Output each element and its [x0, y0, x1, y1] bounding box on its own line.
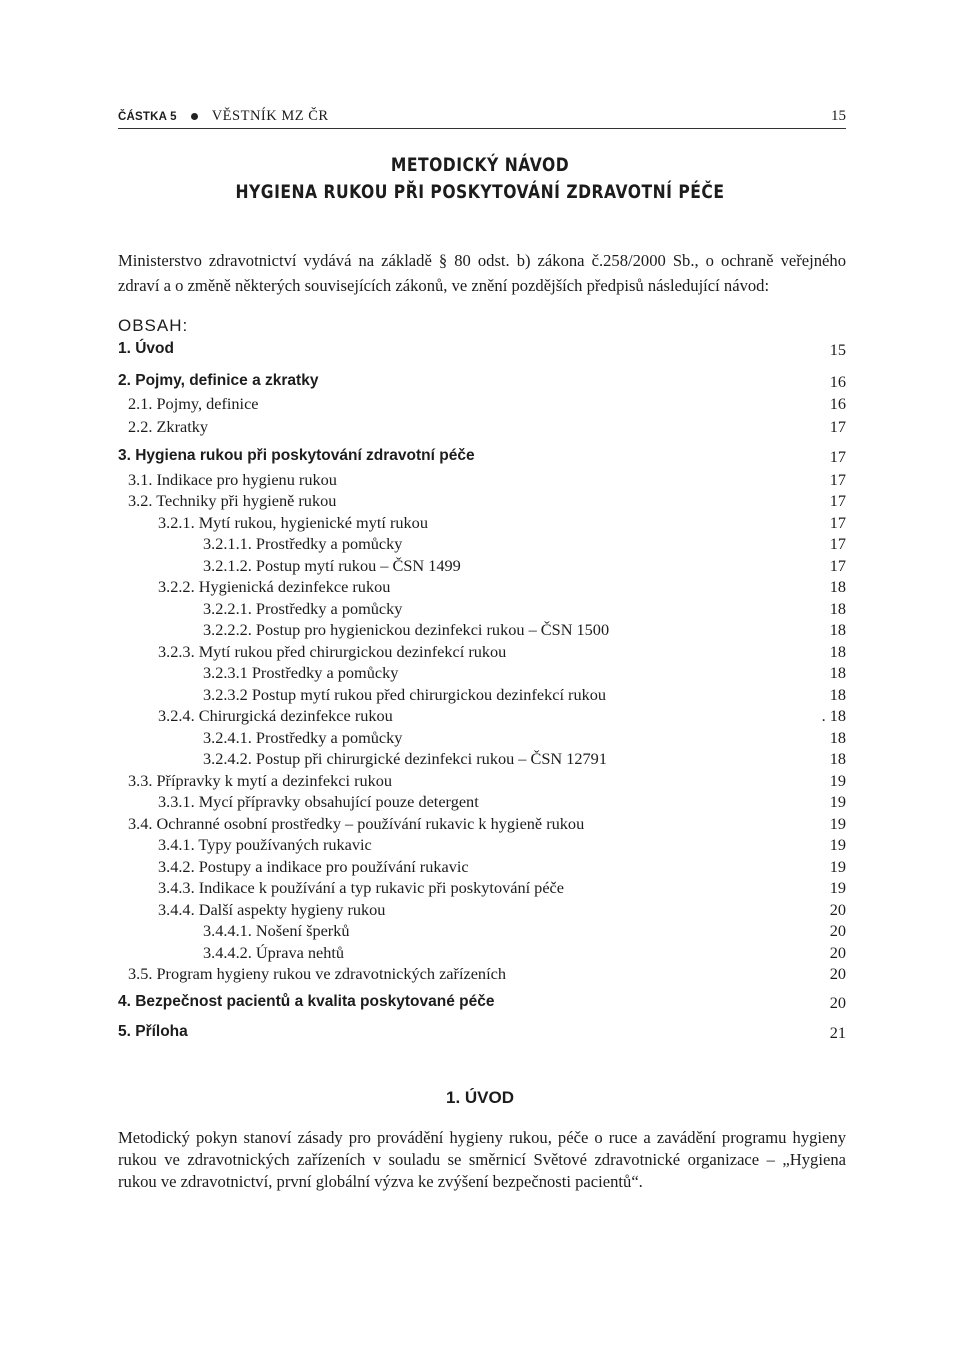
- toc-entry-3-2-2[interactable]: [118, 577, 846, 599]
- page-number: 15: [831, 108, 846, 124]
- toc-entry-3-4-4-1[interactable]: [118, 921, 846, 943]
- toc-entry-3-1[interactable]: [118, 470, 846, 492]
- toc-entry-1[interactable]: [118, 340, 846, 362]
- toc-entry-page: 19: [829, 771, 846, 790]
- toc-entry-page: . 18: [821, 706, 846, 725]
- toc-entry-label: 3.5. Program hygieny rukou ve zdravotnických zařízeních: [128, 964, 506, 983]
- toc-entry-label: 2. Pojmy, definice a zkratky: [118, 372, 319, 389]
- toc-entry-3-2-4[interactable]: [118, 706, 846, 728]
- toc-entry-label: 3.1. Indikace pro hygienu rukou: [128, 470, 337, 489]
- toc-entry-page: 18: [829, 577, 846, 596]
- toc-entry-label: 3.2.1. Mytí rukou, hygienické mytí rukou: [158, 513, 428, 532]
- toc-entry-label: 3.4.4.2. Úprava nehtů: [203, 943, 345, 962]
- intro-paragraph: Ministerstvo zdravotnictví vydává na základě § 80 odst. b) zákona č.258/2000 Sb., o ochraně veřejného zdraví a o změně některých souvisejících zákonů, ve znění pozdějších předpisů následující návod:: [118, 251, 846, 295]
- toc-entry-label: 3.2.1.2. Postup mytí rukou – ČSN 1499: [203, 556, 461, 575]
- document-subtitle: HYGIENA RUKOU PŘI POSKYTOVÁNÍ ZDRAVOTNÍ PÉČE: [235, 181, 725, 203]
- toc-entry-3-4-3[interactable]: [118, 878, 846, 900]
- toc-entry-label: 3.2.1.1. Prostředky a pomůcky: [203, 534, 403, 553]
- toc-entry-label: 3.2.3.2 Postup mytí rukou před chirurgickou dezinfekcí rukou: [203, 685, 607, 704]
- toc-entry-3-2-3-1[interactable]: [118, 663, 846, 685]
- toc-entry-page: 17: [829, 556, 846, 575]
- toc-entry-3-4-4[interactable]: [118, 900, 846, 922]
- toc-entry-label: 3.4.4.1. Nošení šperků: [203, 921, 350, 940]
- toc-entry-page: 17: [829, 513, 846, 532]
- toc-entry-3-3[interactable]: [118, 771, 846, 793]
- toc-entry-label: 3.2.2. Hygienická dezinfekce rukou: [158, 577, 391, 596]
- toc-entry-page: 19: [829, 814, 846, 833]
- toc-entry-3[interactable]: [118, 447, 846, 469]
- toc-entry-page: 20: [829, 900, 846, 919]
- toc-entry-2-1[interactable]: [118, 394, 846, 416]
- toc-entry-page: 17: [829, 417, 846, 436]
- toc-entry-page: 20: [829, 993, 846, 1012]
- toc-entry-3-2-2-2[interactable]: [118, 620, 846, 642]
- toc-entry-page: 19: [829, 878, 846, 897]
- toc-entry-page: 21: [829, 1023, 846, 1042]
- toc-entry-page: 17: [829, 491, 846, 510]
- toc-entry-3-2-1-1[interactable]: [118, 534, 846, 556]
- toc-entry-page: 18: [829, 663, 846, 682]
- toc-entry-3-2-2-1[interactable]: [118, 599, 846, 621]
- toc-entry-page: 18: [829, 728, 846, 747]
- toc-entry-page: 18: [829, 749, 846, 768]
- toc-entry-page: 20: [829, 921, 846, 940]
- toc-entry-label: 3.4.1. Typy používaných rukavic: [158, 835, 372, 854]
- toc-entry-label: 3.4.3. Indikace k používání a typ rukavic při poskytování péče: [158, 878, 565, 897]
- header-left: [118, 108, 329, 125]
- toc-entry-3-2-3[interactable]: [118, 642, 846, 664]
- toc-entry-3-4-1[interactable]: [118, 835, 846, 857]
- toc-entry-page: 20: [829, 964, 846, 983]
- toc-entry-3-2-4-1[interactable]: [118, 728, 846, 750]
- issue-label: ČÁSTKA 5: [118, 111, 177, 123]
- toc-entry-label: 3.3. Přípravky k mytí a dezinfekci rukou: [128, 771, 393, 790]
- toc-entry-page: 18: [829, 685, 846, 704]
- toc-entry-5[interactable]: [118, 1023, 846, 1045]
- section-paragraph: Metodický pokyn stanoví zásady pro provádění hygieny rukou, péče o ruce a zavádění programu hygieny rukou ve zdravotnických zařízeních v souladu se směrnicí Světové zdravotnické organizace – „Hygiena rukou ve zdravotnictví, první globální výzva ke zvýšení bezpečnosti pacientů“.: [118, 1128, 846, 1191]
- toc-entry-page: 18: [829, 642, 846, 661]
- toc-entry-label: 3.4.4. Další aspekty hygieny rukou: [158, 900, 386, 919]
- toc-entry-page: 19: [829, 857, 846, 876]
- bullet-dot-icon: [191, 113, 198, 120]
- toc-entry-label: 2.2. Zkratky: [128, 417, 209, 436]
- toc-entry-page: 17: [829, 534, 846, 553]
- toc-entry-label: 3.2.3.1 Prostředky a pomůcky: [203, 663, 399, 682]
- toc-entry-label: 2.1. Pojmy, definice: [128, 394, 259, 413]
- toc-entry-page: 18: [829, 620, 846, 639]
- toc-entry-3-2[interactable]: [118, 491, 846, 513]
- page-header: [118, 108, 846, 129]
- toc-entry-page: 17: [829, 470, 846, 489]
- toc-entry-label: 3. Hygiena rukou při poskytování zdravotní péče: [118, 447, 475, 464]
- toc-entry-label: 3.3.1. Mycí přípravky obsahující pouze detergent: [158, 792, 479, 811]
- toc-entry-label: 3.2.4. Chirurgická dezinfekce rukou: [158, 706, 393, 725]
- toc-entry-label: 1. Úvod: [118, 340, 174, 357]
- section-heading: 1. ÚVOD: [445, 1088, 515, 1107]
- toc-entry-label: 3.2.4.2. Postup při chirurgické dezinfekci rukou – ČSN 12791: [203, 749, 607, 768]
- toc-entry-label: 3.4. Ochranné osobní prostředky – používání rukavic k hygieně rukou: [128, 814, 585, 833]
- toc-entry-3-4-4-2[interactable]: [118, 943, 846, 965]
- toc-entry-3-2-1[interactable]: [118, 513, 846, 535]
- toc-entry-page: 16: [829, 372, 846, 391]
- toc-entry-3-2-1-2[interactable]: [118, 556, 846, 578]
- toc-entry-label: 3.2.4.1. Prostředky a pomůcky: [203, 728, 403, 747]
- toc-entry-label: 3.4.2. Postupy a indikace pro používání rukavic: [158, 857, 469, 876]
- toc-entry-3-5[interactable]: [118, 964, 846, 986]
- toc-entry-label: 3.2. Techniky při hygieně rukou: [128, 491, 337, 510]
- toc-entry-page: 16: [829, 394, 846, 413]
- toc-heading: OBSAH:: [118, 316, 189, 335]
- toc-entry-page: 19: [829, 835, 846, 854]
- toc-entry-label: 5. Příloha: [118, 1023, 188, 1040]
- toc-entry-page: 19: [829, 792, 846, 811]
- toc-entry-2[interactable]: [118, 372, 846, 394]
- toc-entry-page: 18: [829, 599, 846, 618]
- toc-entry-3-2-4-2[interactable]: [118, 749, 846, 771]
- toc-entry-label: 3.2.2.1. Prostředky a pomůcky: [203, 599, 403, 618]
- journal-name: VĚSTNÍK MZ ČR: [211, 108, 329, 124]
- document-title: METODICKÝ NÁVOD: [390, 154, 570, 176]
- toc-entry-page: 15: [829, 340, 846, 359]
- toc-entry-2-2[interactable]: [118, 417, 846, 439]
- toc-entry-3-4-2[interactable]: [118, 857, 846, 879]
- toc-entry-3-3-1[interactable]: [118, 792, 846, 814]
- toc-entry-label: 3.2.2.2. Postup pro hygienickou dezinfekci rukou – ČSN 1500: [203, 620, 610, 639]
- toc-entry-3-2-3-2[interactable]: [118, 685, 846, 707]
- toc-entry-label: 4. Bezpečnost pacientů a kvalita poskytované péče: [118, 993, 495, 1010]
- toc-entry-3-4[interactable]: [118, 814, 846, 836]
- toc-entry-page: 17: [829, 447, 846, 466]
- toc-entry-page: 20: [829, 943, 846, 962]
- toc-entry-label: 3.2.3. Mytí rukou před chirurgickou dezinfekcí rukou: [158, 642, 507, 661]
- toc-entry-4[interactable]: [118, 993, 846, 1015]
